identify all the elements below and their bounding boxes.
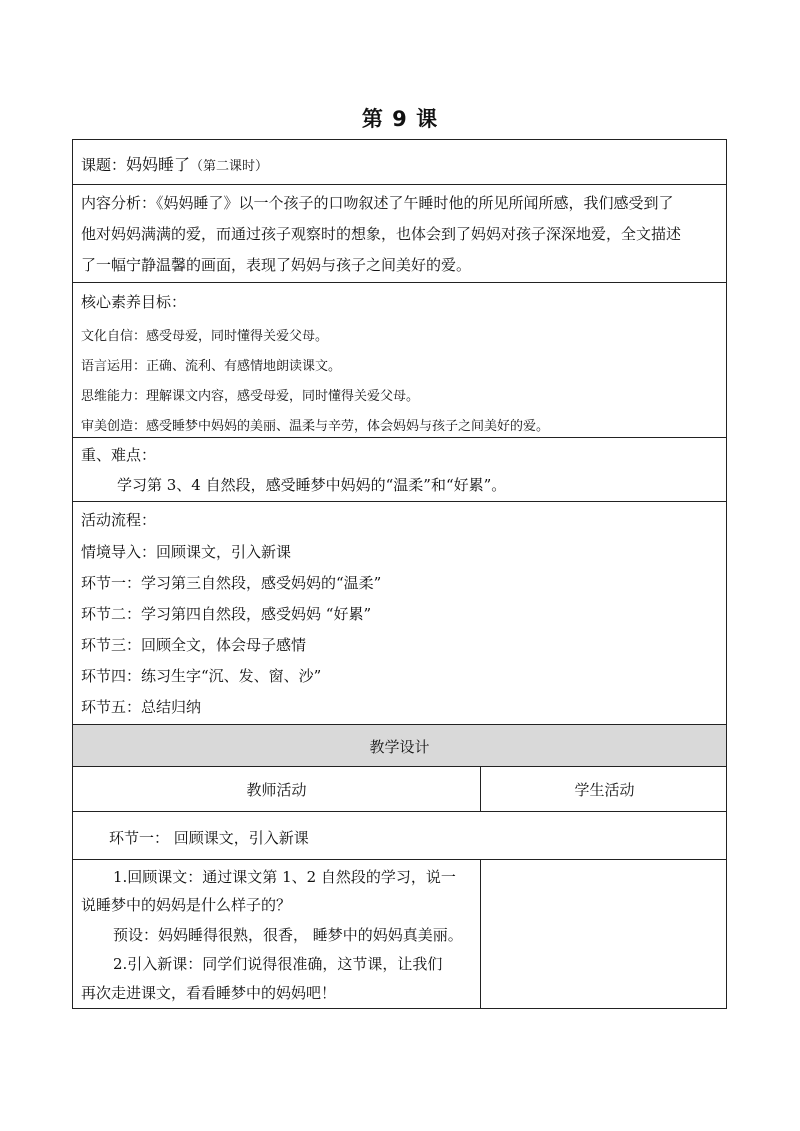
activity-flow-heading: 活动流程：	[81, 511, 157, 529]
lesson-title-line	[81, 152, 268, 175]
section-row	[72, 811, 727, 859]
teacher-line: 再次走进课文，看看睡梦中的妈妈吧！	[81, 984, 337, 1002]
teacher-line: 说睡梦中的妈妈是什么样子的？	[81, 896, 292, 914]
flow-item: 情境导入：回顾课文，引入新课	[81, 543, 292, 561]
lesson-title-note: （第二课时）	[190, 159, 269, 174]
goal-item: 文化自信：感受母爱，同时懂得关爱父母。	[81, 329, 329, 344]
analysis-line: 内容分析：《妈妈睡了》以一个孩子的口吻叙述了午睡时他的所见所闻所感，我们感受到了	[81, 194, 674, 212]
flow-item: 环节一：学习第三自然段，感受妈妈的“温柔”	[81, 574, 382, 592]
design-heading: 教学设计	[369, 738, 430, 756]
teacher-line: 2.引入新课：同学们说得很准确，这节课，让我们	[113, 955, 443, 973]
lesson-title-row	[72, 139, 727, 184]
teacher-line: 1.回顾课文：通过课文第 1、2 自然段的学习，说一	[113, 868, 456, 886]
page-title: 第 9 课	[361, 107, 439, 131]
flow-item: 环节三：回顾全文，体会母子感情	[81, 636, 307, 654]
flow-item: 环节二：学习第四自然段，感受妈妈 “好累”	[81, 605, 372, 623]
core-goals-row	[72, 282, 727, 437]
activity-flow-row	[72, 501, 727, 724]
design-header-row	[72, 724, 727, 766]
teacher-activity-header: 教师活动	[246, 781, 307, 799]
flow-item: 环节四：练习生字“沉、发、窗、沙”	[81, 667, 322, 685]
goal-item: 审美创造：感受睡梦中妈妈的美丽、温柔与辛劳，体会妈妈与孩子之间美好的爱。	[81, 419, 550, 434]
activity-detail-row	[72, 859, 727, 1009]
flow-item: 环节五：总结归纳	[81, 698, 202, 716]
goal-item: 思维能力：理解课文内容，感受母爱，同时懂得关爱父母。	[81, 389, 420, 404]
section-title: 环节一： 回顾课文，引入新课	[109, 829, 309, 847]
key-points-row	[72, 437, 727, 501]
student-activity-header: 学生活动	[574, 781, 635, 799]
content-analysis-row	[72, 184, 727, 282]
lesson-title-value: 妈妈睡了	[126, 155, 191, 174]
teacher-line: 预设：妈妈睡得很熟，很香， 睡梦中的妈妈真美丽。	[113, 926, 463, 944]
goal-item: 语言运用：正确、流利、有感情地朗读课文。	[81, 359, 342, 374]
core-goals-heading: 核心素养目标：	[81, 293, 187, 311]
column-headers-row	[72, 766, 727, 811]
analysis-line: 了一幅宁静温馨的画面，表现了妈妈与孩子之间美好的爱。	[81, 256, 472, 274]
analysis-line: 他对妈妈满满的爱，而通过孩子观察时的想象，也体会到了妈妈对孩子深深地爱，全文描述	[81, 225, 682, 243]
key-points-heading: 重、难点：	[81, 446, 157, 464]
lesson-title-label: 课题：	[81, 156, 127, 174]
key-points-text: 学习第 3、4 自然段，感受睡梦中妈妈的“温柔”和“好累”。	[117, 476, 507, 494]
column-divider	[480, 860, 481, 1008]
